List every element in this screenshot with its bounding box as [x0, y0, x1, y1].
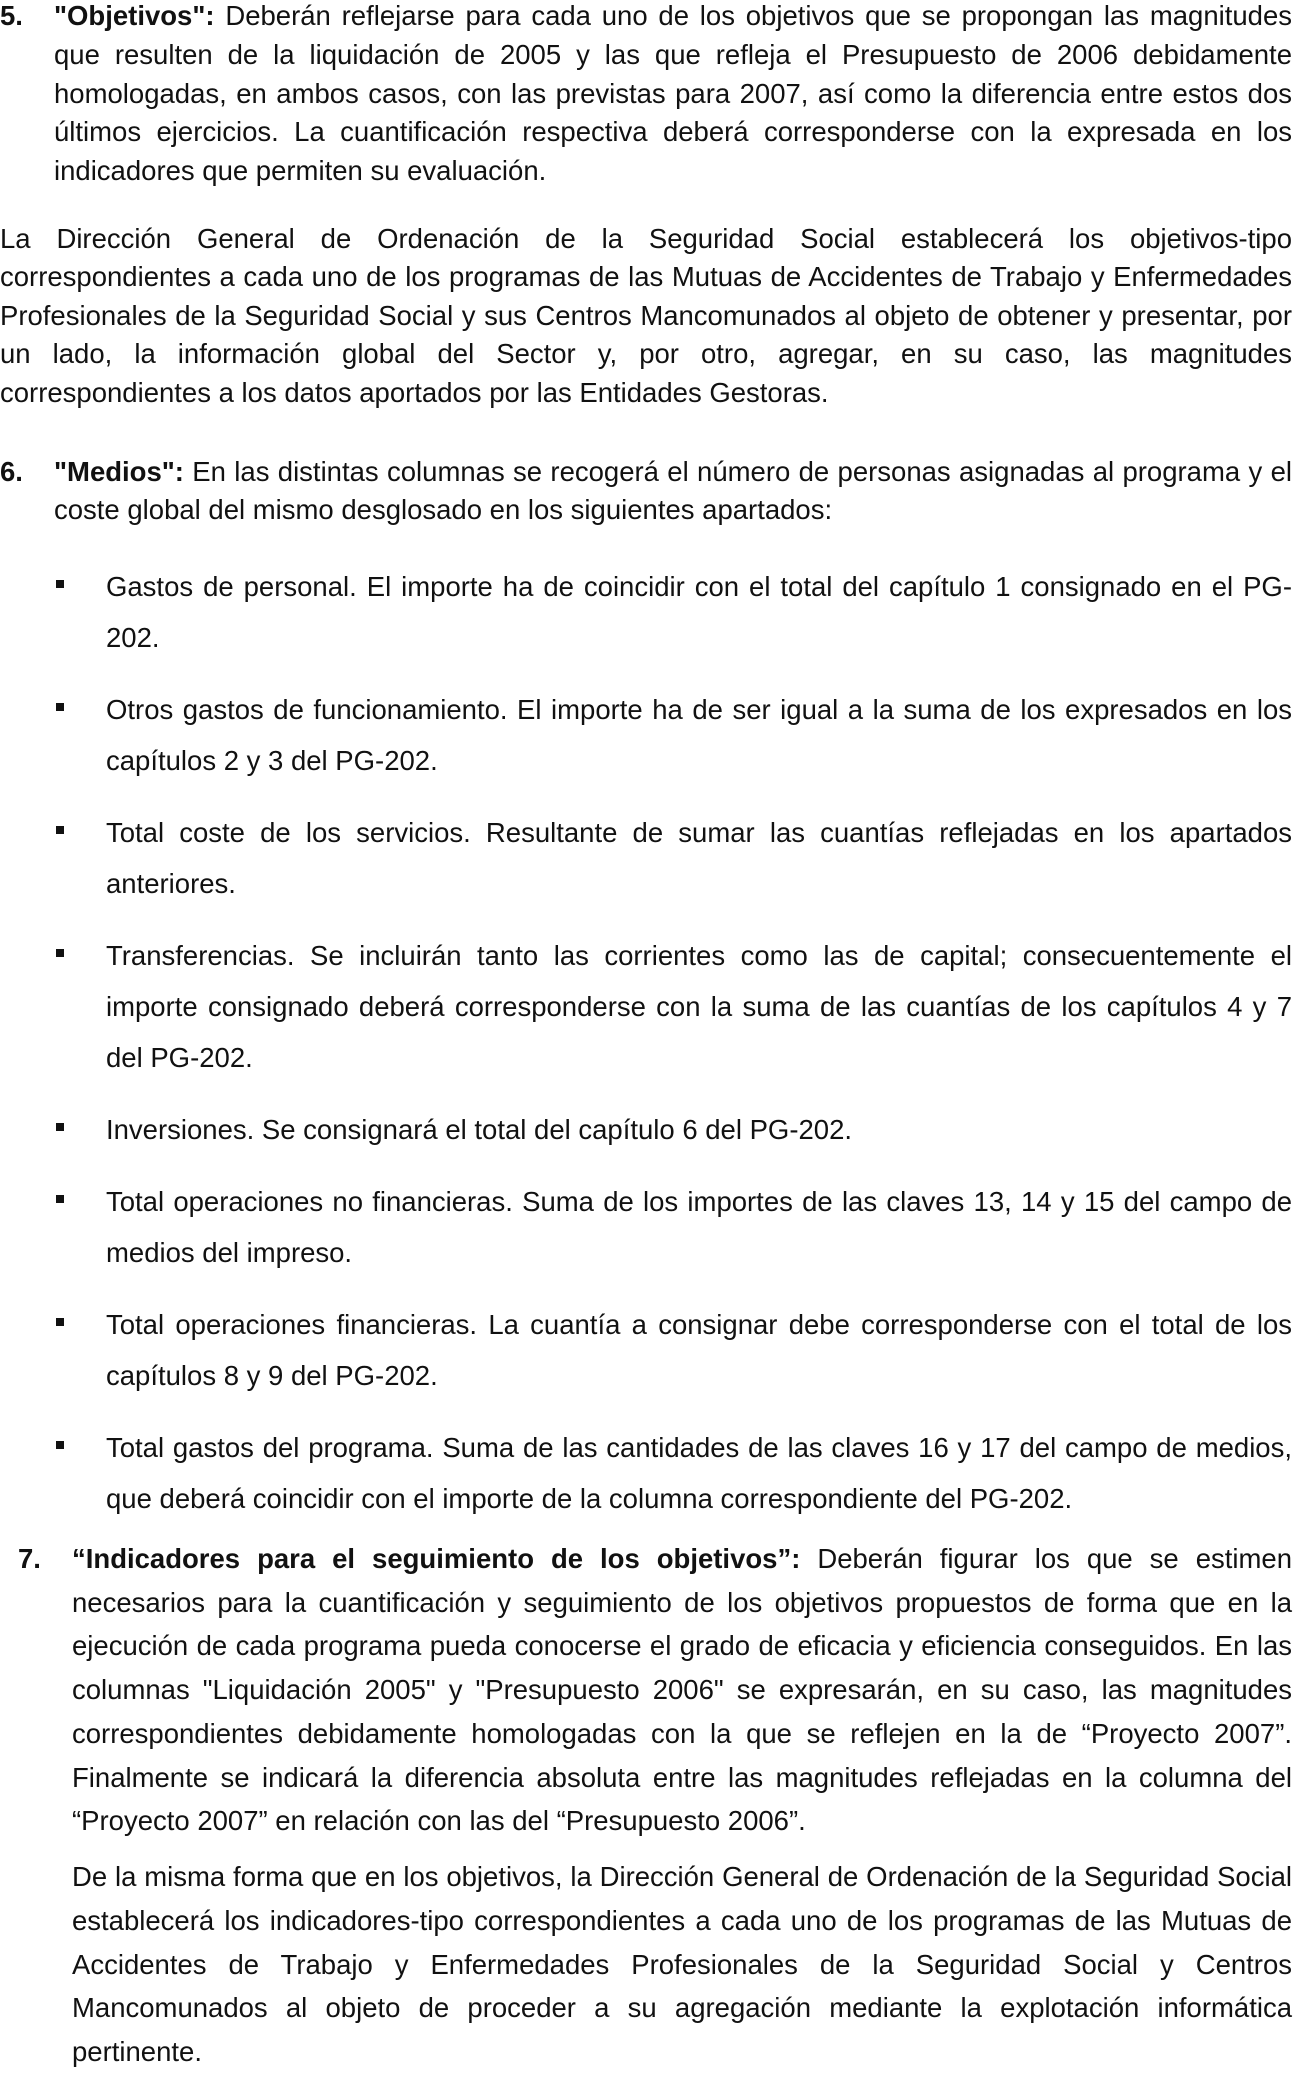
square-bullet-icon	[56, 949, 64, 957]
section-number: 6.	[0, 456, 23, 487]
section-number: 5.	[0, 0, 23, 31]
list-item	[0, 1176, 1292, 1278]
section-body	[54, 453, 1292, 529]
square-bullet-icon	[56, 703, 64, 711]
section-text: En las distintas columnas se recogerá el número de personas asignadas al programa y el coste global del mismo desglosado en los siguientes apartados:	[54, 456, 1292, 525]
section-5-objetivos	[0, 0, 1292, 191]
section-heading: “Indicadores para el seguimiento de los objetivos”:	[72, 1543, 801, 1574]
square-bullet-icon	[56, 1123, 64, 1131]
list-item	[0, 684, 1292, 786]
list-item	[0, 807, 1292, 909]
paragraph-objetivos-tipo: La Dirección General de Ordenación de la Seguridad Social establecerá los objetivos-tipo correspondientes a cada uno de los programas de las Mutuas de Accidentes de Trabajo y Enfermedades Profesionales de la Seguridad Social y sus Centros Mancomunados al objeto de obtener y presentar, por un lado, la información global del Sector y, por otro, agregar, en su caso, las magnitudes correspondientes a los datos aportados por las Entidades Gestoras.	[0, 223, 1292, 408]
list-item-text: Total operaciones no financieras. Suma de los importes de las claves 13, 14 y 15 del campo de medios del impreso.	[106, 1186, 1292, 1268]
section-text: Deberán figurar los que se estimen necesarios para la cuantificación y seguimiento de los objetivos propuestos de forma que en la ejecución de cada programa pueda conocerse el grado de eficacia y eficiencia conseguidos. En las columnas "Liquidación 2005" y "Presupuesto 2006" se expresarán, en su caso, las magnitudes correspondientes debidamente homologadas con la que se reflejen en la de “Proyecto 2007”. Finalmente se indicará la diferencia absoluta entre las magnitudes reflejadas en la columna del “Proyecto 2007” en relación con las del “Presupuesto 2006”.	[72, 1543, 1292, 1837]
square-bullet-icon	[56, 1441, 64, 1449]
list-item-text: Otros gastos de funcionamiento. El importe ha de ser igual a la suma de los expresados en los capítulos 2 y 3 del PG-202.	[106, 694, 1292, 776]
section-body	[54, 0, 1292, 191]
paragraph-indicadores-tipo: De la misma forma que en los objetivos, la Dirección General de Ordenación de la Seguridad Social establecerá los indicadores-tipo correspondientes a cada uno de los programas de las Mutuas de Accidentes de Trabajo y Enfermedades Profesionales de la Seguridad Social y Centros Mancomunados al objeto de proceder a su agregación mediante la explotación informática pertinente.	[72, 1861, 1292, 2068]
section-number: 7.	[18, 1543, 41, 1574]
list-item-text: Total coste de los servicios. Resultante de sumar las cuantías reflejadas en los apartados anteriores.	[106, 817, 1292, 899]
list-item-text: Gastos de personal. El importe ha de coincidir con el total del capítulo 1 consignado en el PG-202.	[106, 571, 1292, 653]
list-item	[0, 1104, 1292, 1155]
list-item	[0, 1299, 1292, 1401]
list-item	[0, 930, 1292, 1083]
section-heading: "Objetivos":	[54, 0, 215, 31]
section-heading: "Medios":	[54, 456, 184, 487]
square-bullet-icon	[56, 826, 64, 834]
square-bullet-icon	[56, 580, 64, 588]
list-item	[0, 561, 1292, 663]
section-7-indicadores	[0, 1537, 1292, 1843]
list-item	[0, 1422, 1292, 1524]
list-item-text: Inversiones. Se consignará el total del capítulo 6 del PG-202.	[106, 1114, 853, 1145]
medios-bullet-list	[0, 561, 1292, 1545]
list-item-text: Total operaciones financieras. La cuantía a consignar debe corresponderse con el total de los capítulos 8 y 9 del PG-202.	[106, 1309, 1292, 1391]
square-bullet-icon	[56, 1318, 64, 1326]
section-body	[72, 1537, 1292, 1843]
list-item-text: Total gastos del programa. Suma de las cantidades de las claves 16 y 17 del campo de medios, que deberá coincidir con el importe de la columna correspondiente del PG-202.	[106, 1432, 1292, 1514]
section-6-medios	[0, 453, 1292, 529]
section-text: Deberán reflejarse para cada uno de los objetivos que se propongan las magnitudes que resulten de la liquidación de 2005 y las que refleja el Presupuesto de 2006 debidamente homologadas, en ambos casos, con las previstas para 2007, así como la diferencia entre estos dos últimos ejercicios. La cuantificación respectiva deberá corresponderse con la expresada en los indicadores que permiten su evaluación.	[54, 0, 1292, 187]
list-item-text: Transferencias. Se incluirán tanto las corrientes como las de capital; consecuentemente el importe consignado deberá corresponderse con la suma de las cuantías de los capítulos 4 y 7 del PG-202.	[106, 940, 1292, 1073]
square-bullet-icon	[56, 1195, 64, 1203]
